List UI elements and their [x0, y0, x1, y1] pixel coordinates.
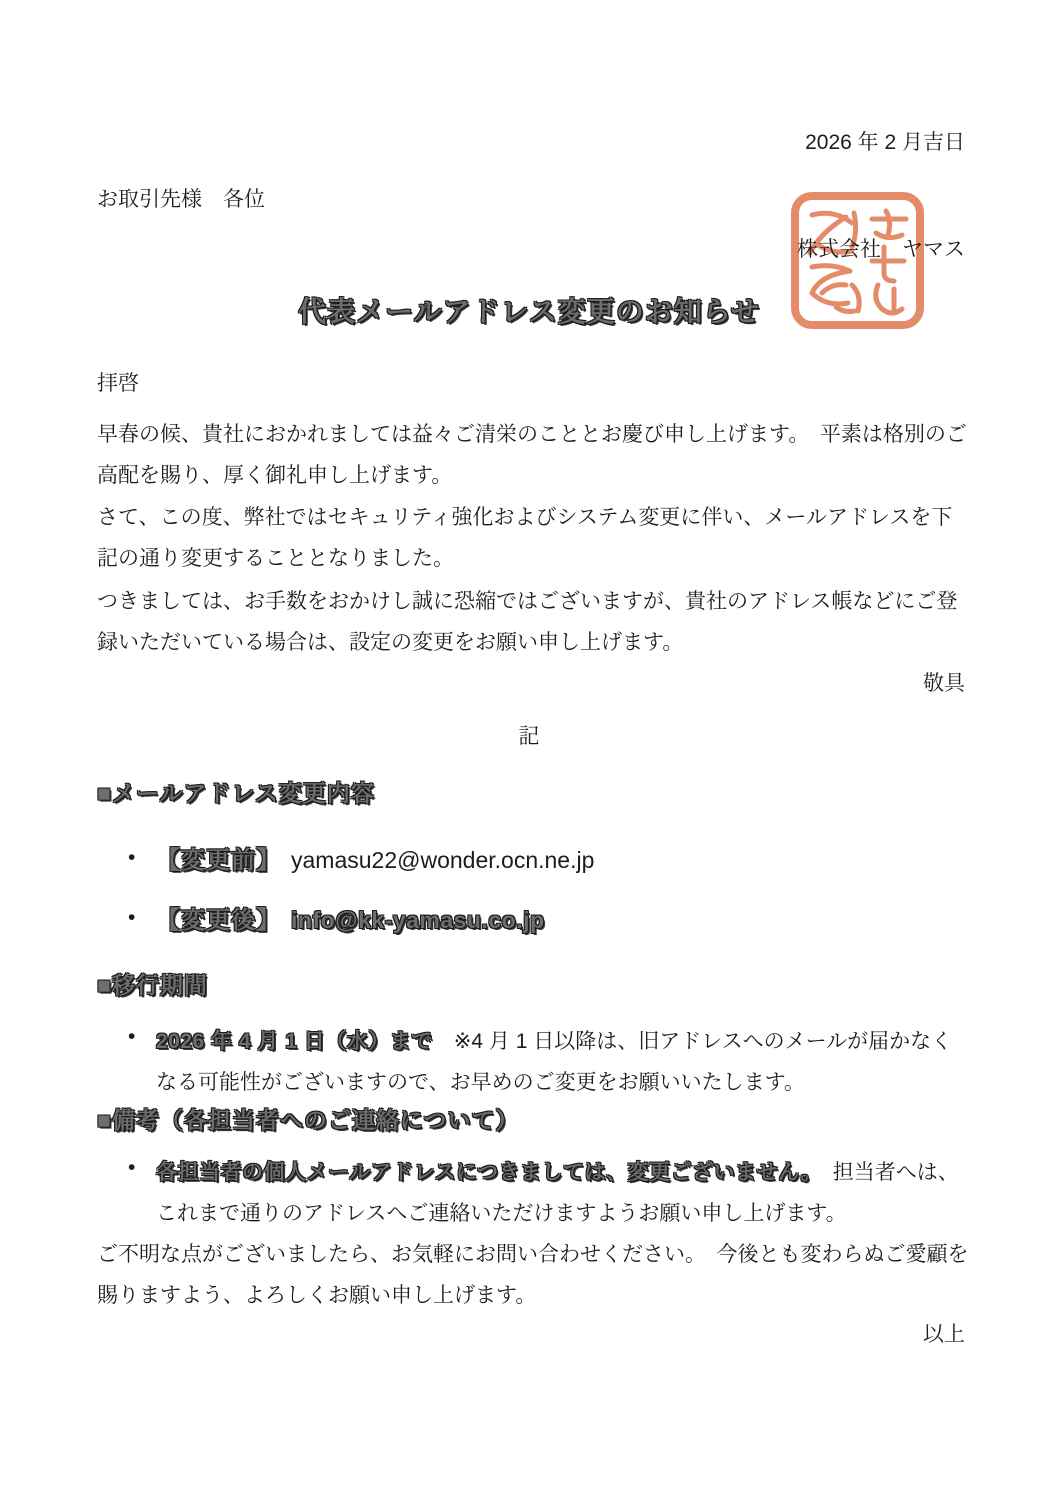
note-text: [156, 1152, 968, 1234]
list-item-change-after: [128, 906, 968, 936]
section-heading-note: ■備考（各担当者へのご連絡について）: [97, 1107, 520, 1133]
company-name: 株式会社 ヤマス: [797, 238, 965, 261]
change-before-row: [156, 846, 968, 876]
paragraph-request: つきましては、お手数をおかけし誠に恐縮ではございますが、貴社のアドレス帳などにご登録いただいている場合は、設定の変更をお願い申し上げます。: [97, 590, 958, 654]
document-date: 2026 年 2 月吉日: [805, 131, 965, 154]
section-heading-change: ■メールアドレス変更内容: [97, 780, 375, 806]
paragraph-greeting: 早春の候、貴社におかれましては益々ご清栄のこととお慶び申し上げます。 平素は格別のご高配を賜り、厚く御礼申し上げます。: [97, 423, 967, 487]
change-before-email: yamasu22@wonder.ocn.ne.jp: [291, 847, 595, 873]
list-item-change-before: [128, 846, 968, 876]
change-after-email: info@kk-yamasu.co.jp: [291, 907, 545, 933]
paragraph-closing: ご不明な点がございましたら、お気軽にお問い合わせください。 今後とも変わらぬご愛顧を賜りますよう、よろしくお願い申し上げます。: [97, 1243, 969, 1307]
bullet-icon: •: [128, 906, 136, 929]
end-marker: 以上: [923, 1323, 965, 1346]
period-deadline: 2026 年 4 月 1 日（水）まで: [156, 1030, 433, 1053]
period-text: [156, 1021, 968, 1103]
period-note: ※4 月 1 日以降は、旧アドレスへのメールが届かなくなる可能性がございますので、お早めのご変更をお願いいたします。: [156, 1030, 953, 1094]
list-item-period: [128, 1021, 968, 1103]
bullet-icon: •: [128, 1156, 136, 1179]
document-title: 代表メールアドレス変更のお知らせ: [298, 296, 760, 327]
paragraph-announcement: さて、この度、弊社ではセキュリティ強化およびシステム変更に伴い、メールアドレスを下記の通り変更することとなりました。: [97, 506, 953, 570]
change-after-label: 【変更後】: [156, 907, 281, 934]
record-marker: 記: [518, 725, 540, 748]
list-item-note: [128, 1152, 968, 1234]
section-heading-period: ■移行期間: [97, 972, 208, 998]
recipient-line: お取引先様 各位: [97, 188, 265, 211]
salutation: 拝啓: [97, 372, 139, 395]
closing-word: 敬具: [923, 672, 965, 695]
bullet-icon: •: [128, 1025, 136, 1048]
change-after-row: [156, 906, 968, 936]
note-contact: 担当者へは、これまで通りのアドレスへご連絡いただけますようお願い申し上げます。: [156, 1161, 959, 1225]
bullet-icon: •: [128, 846, 136, 869]
change-before-label: 【変更前】: [156, 847, 281, 874]
note-no-change: 各担当者の個人メールアドレスにつきましては、変更ございません。: [156, 1161, 812, 1184]
